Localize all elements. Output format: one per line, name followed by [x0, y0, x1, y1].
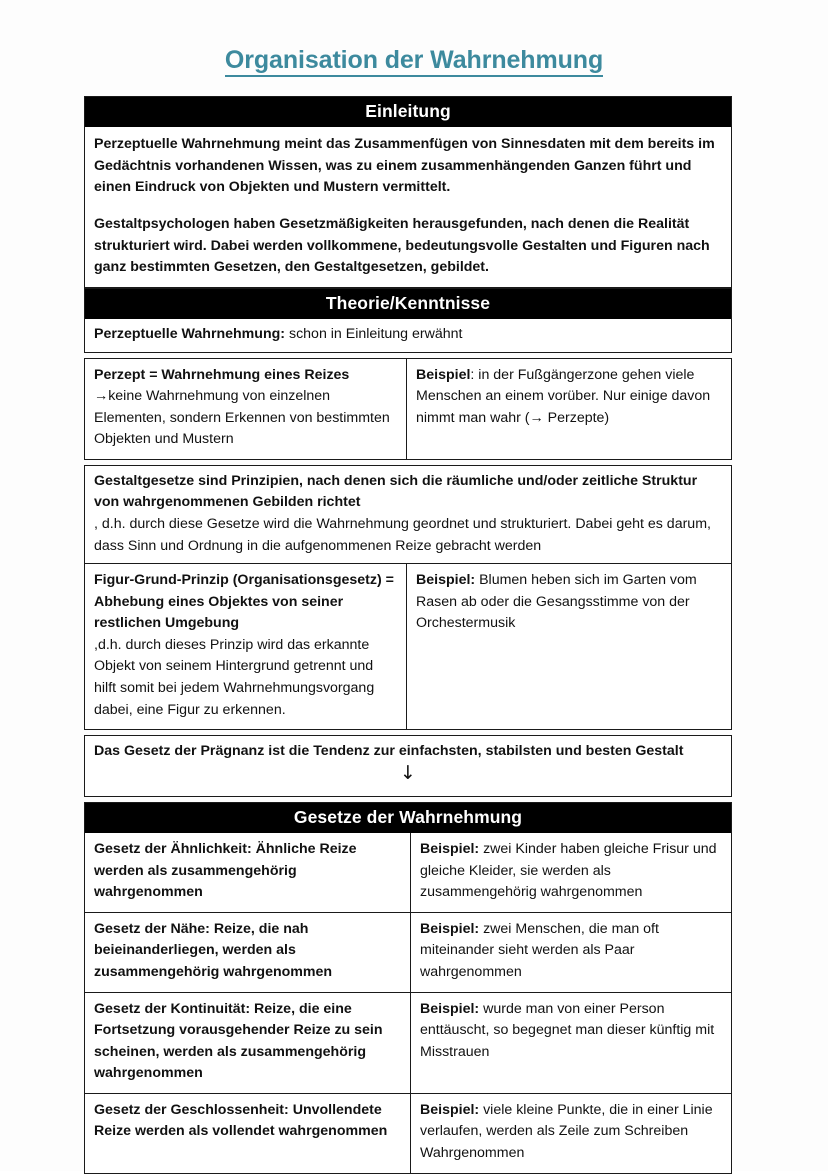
- row-figur-grund-columns: [85, 563, 731, 729]
- law-name: [85, 913, 411, 992]
- law-example: [411, 1094, 731, 1173]
- law-name: [85, 1094, 411, 1173]
- law-name: [85, 833, 411, 912]
- einleitung-paragraph-1: Perzeptuelle Wahrnehmung meint das Zusammenfügen von Sinnesdaten mit dem bereits im Gedächtnis vorhandenen Wissen, was zu einem zusammenhängenden Ganzen führt und einen Eindruck von Objekten und Mustern vermittelt.: [94, 136, 715, 196]
- section-theorie-head: [84, 288, 732, 353]
- row-perzeptuelle-wahrnehmung: [85, 319, 731, 352]
- section-gesetze: [84, 802, 732, 1174]
- table-row: [85, 992, 731, 1093]
- einleitung-paragraph-2: Gestaltpsychologen haben Gesetzmäßigkeiten herausgefunden, nach denen die Realität strukturiert wird. Dabei werden vollkommene, bedeutungsvolle Gestalten und Figuren nach ganz bestimmten Gesetzen, den Gestaltgesetzen, gebildet.: [94, 215, 710, 276]
- right-arrow-icon: →: [94, 388, 109, 405]
- table-row: [85, 833, 731, 912]
- row-perzept-columns: [85, 359, 731, 459]
- law-example-text: zwei Kinder haben gleiche Frisur und gleiche Kleider, sie werden als zusammengehörig wahrgenommen: [420, 841, 717, 901]
- figur-grund-example-text: Blumen heben sich im Garten vom Rasen ab oder die Gesangsstimme von der Orchestermusik: [416, 572, 697, 632]
- section-heading-einleitung: Einleitung: [85, 97, 731, 127]
- law-example-label: Beispiel:: [420, 841, 480, 858]
- einleitung-content: [85, 127, 731, 286]
- table-row: [85, 1093, 731, 1173]
- row-gestaltgesetze-group: [84, 465, 732, 730]
- row-perzept: [84, 358, 732, 460]
- row-perzept-example: [407, 359, 731, 459]
- law-example: [411, 913, 731, 992]
- law-example: [411, 833, 731, 912]
- gestaltgesetze-rest: , d.h. durch diese Gesetze wird die Wahrnehmung geordnet und strukturiert. Dabei geht es darum, dass Sinn und Ordnung in die aufgenommenen Reize gebracht werden: [94, 516, 711, 554]
- law-example-label: Beispiel:: [420, 1101, 480, 1118]
- law-example-text: zwei Menschen, die man oft miteinander sieht werden als Paar wahrgenommen: [420, 920, 659, 980]
- perzept-example-text: : in der Fußgängerzone gehen viele Menschen an einem vorüber. Nur einige davon nimmt man wahr (→ Perzepte): [416, 366, 711, 426]
- figur-grund-rest: ,d.h. durch dieses Prinzip wird das erkannte Objekt von seinem Hintergrund getrennt und hilft somit bei jedem Wahrnehmungsvorgang dabei, eine Figur zu erkennen.: [94, 636, 375, 718]
- perzeptuelle-term: Perzeptuelle Wahrnehmung:: [94, 325, 286, 342]
- table-row: [85, 912, 731, 992]
- section-einleitung: [84, 96, 732, 288]
- figur-grund-bold: Figur-Grund-Prinzip (Organisationsgesetz) = Abhebung eines Objektes von seiner restlichen Umgebung: [94, 572, 394, 632]
- law-text: Gesetz der Kontinuität: Reize, die eine Fortsetzung vorausgehender Reize zu sein scheinen, werden als zusammengehörig wahrgenommen: [94, 1000, 383, 1082]
- row-perzept-definition: [85, 359, 407, 459]
- down-arrow-icon: ↓: [400, 761, 416, 784]
- row-figur-grund-example: [407, 564, 731, 729]
- row-praegnanz: [84, 735, 732, 797]
- perzept-example-label: Beispiel: [416, 366, 471, 383]
- row-figur-grund-definition: [85, 564, 407, 729]
- row-gestaltgesetze: [85, 466, 731, 563]
- paragraph-spacer: [94, 199, 722, 214]
- law-text: Gesetz der Geschlossenheit: Unvollendete Reize werden als vollendet wahrgenommen: [94, 1101, 388, 1140]
- law-example: [411, 993, 731, 1093]
- law-example-text: wurde man von einer Person enttäuscht, so begegnet man dieser künftig mit Misstrauen: [420, 1000, 715, 1060]
- figur-grund-example-label: Beispiel:: [416, 572, 476, 589]
- section-heading-theorie: Theorie/Kenntnisse: [85, 289, 731, 319]
- law-name: [85, 993, 411, 1093]
- gestaltgesetze-bold: Gestaltgesetze sind Prinzipien, nach denen sich die räumliche und/oder zeitliche Struktur von wahrgenommenen Gebilden richtet: [94, 472, 698, 511]
- praegnanz-text: Das Gesetz der Prägnanz ist die Tendenz zur einfachsten, stabilsten und besten Gestalt: [94, 743, 684, 760]
- law-text: Gesetz der Nähe: Reize, die nah beieinanderliegen, werden als zusammengehörig wahrgenommen: [94, 920, 333, 980]
- perzept-bold: Perzept = Wahrnehmung eines Reizes: [94, 366, 350, 383]
- section-heading-gesetze: Gesetze der Wahrnehmung: [85, 803, 731, 833]
- page-title: [0, 46, 828, 75]
- law-example-label: Beispiel:: [420, 1000, 480, 1017]
- law-example-label: Beispiel:: [420, 920, 480, 937]
- perzeptuelle-text: schon in Einleitung erwähnt: [285, 325, 463, 342]
- perzept-rest: keine Wahrnehmung von einzelnen Elementen, sondern Erkennen von bestimmten Objekten und Mustern: [94, 388, 390, 448]
- praegnanz-content: [85, 736, 731, 796]
- law-example-text: viele kleine Punkte, die in einer Linie verlaufen, werden als Zeile zum Schreiben Wahrgenommen: [420, 1101, 713, 1161]
- page-title-text: Organisation der Wahrnehmung: [225, 46, 603, 77]
- document-body: [84, 96, 732, 1174]
- law-text: Gesetz der Ähnlichkeit: Ähnliche Reize werden als zusammengehörig wahrgenommen: [94, 841, 357, 901]
